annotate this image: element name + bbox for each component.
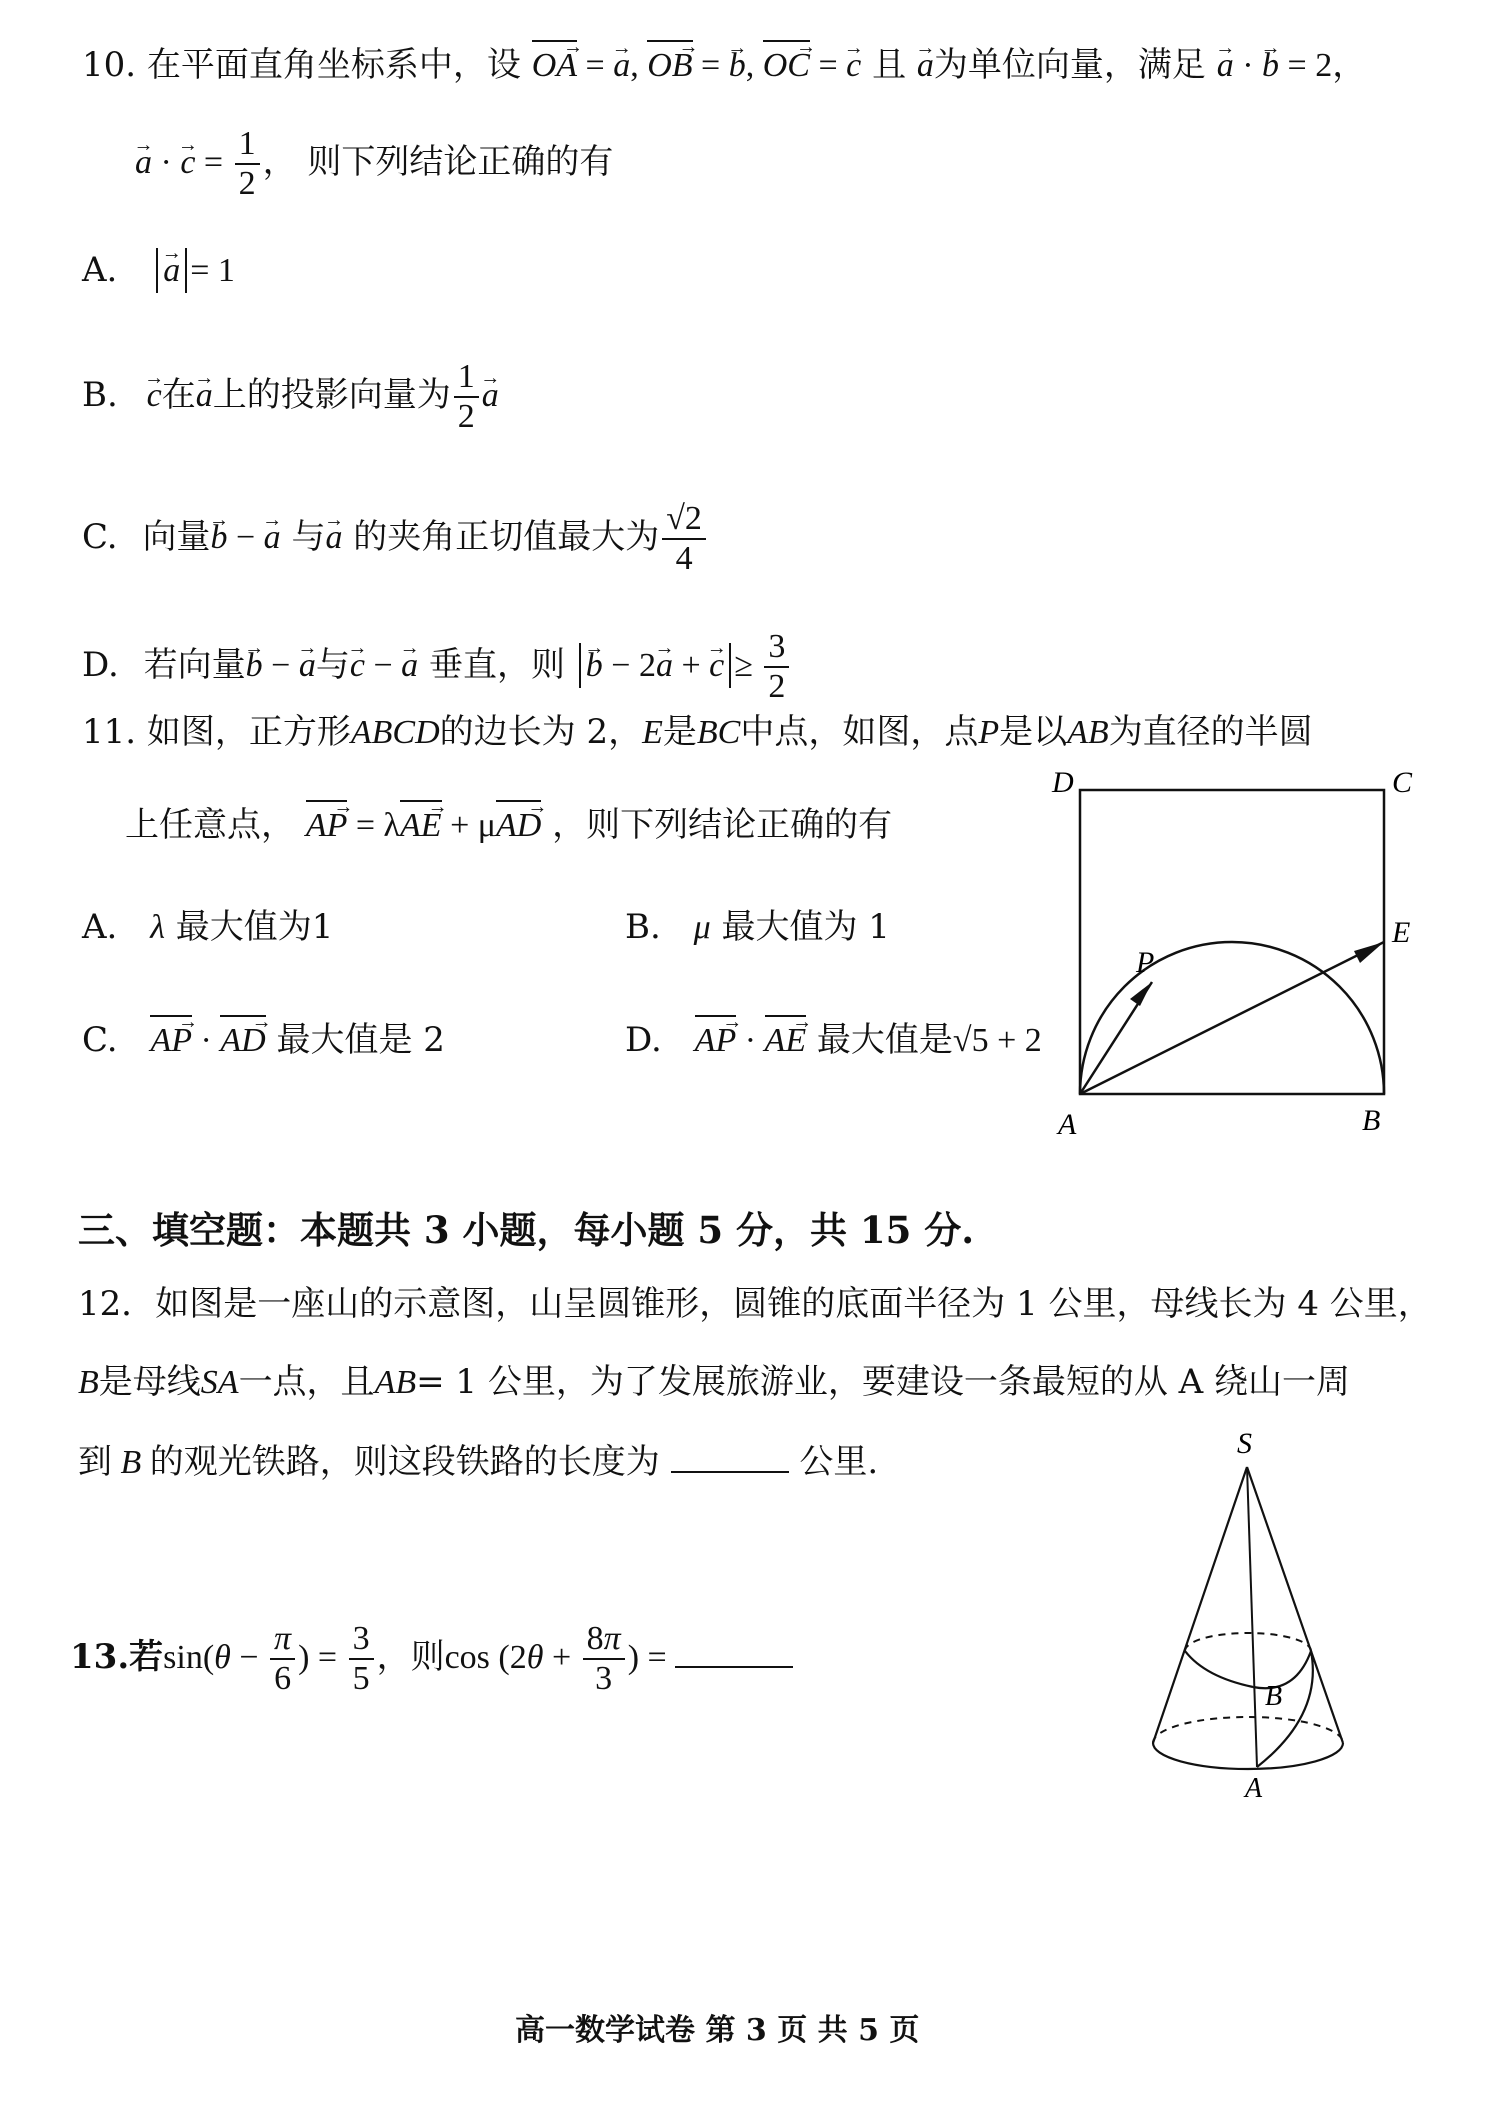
upper-ring-back — [1185, 1633, 1311, 1651]
q13-answer-blank[interactable] — [675, 1636, 793, 1668]
label-a: A — [1058, 1108, 1077, 1141]
base-front — [1153, 1743, 1343, 1769]
arrowhead-p — [1130, 982, 1152, 1006]
q10-stem-text: 在平面直角坐标系中，设 — [146, 45, 521, 85]
railway-path — [1253, 1651, 1313, 1767]
q10-number: 10. — [82, 45, 137, 85]
page-footer: 高一数学试卷 第 3 页 共 5 页 — [515, 2013, 920, 2048]
q11-option-a: A. λ 最大值为1 — [82, 907, 334, 947]
q10-option-d: D. 若向量→ b − → a与→ c − → a 垂直，则 → b − 2→ a + → c ≥ $\frac{3}{2}$ — [82, 628, 792, 706]
vector-ae — [1080, 942, 1384, 1094]
q12-line3: 到 B 的观光铁路，则这段铁路的长度为 公里. — [78, 1442, 879, 1482]
arrowhead-e — [1354, 942, 1384, 963]
q10-stem-line1: 10. 在平面直角坐标系中，设 OA → = → a, OB → = → b, OC → = → c 且 → a为单位向量，满足 → a · → b = 2， — [82, 40, 1366, 88]
q12-line2: B是母线SA一点，且AB= 1 公里，为了发展旅游业，要建设一条最短的从 A 绕山一周 — [78, 1362, 1351, 1402]
base-back — [1153, 1717, 1343, 1743]
q11-option-d: D. AP → · AE → 最大值是√5 + 2 — [625, 1015, 1042, 1063]
label-d: D — [1052, 770, 1074, 799]
label-b: B — [1362, 1104, 1381, 1137]
q10-option-a: A. → a = 1 — [82, 248, 235, 293]
upper-ring-front — [1185, 1651, 1253, 1687]
label-s: S — [1237, 1427, 1252, 1460]
cone-right-edge — [1247, 1467, 1343, 1743]
q10-option-b: B. → c在→ a上的投影向量为 $\frac{1}{2}$ → a — [82, 358, 499, 436]
q12-answer-blank[interactable] — [671, 1441, 789, 1473]
label-p: P — [1136, 946, 1155, 979]
q10-stem-line2: → a · → c = $\frac{1}{2}$ ， 则下列结论正确的有 — [135, 125, 613, 203]
q10-option-c: C. 向量→ b − → a 与→ a 的夹角正切值最大为 $\frac{√2}{4}$ — [82, 500, 709, 578]
label-b-cone: B — [1265, 1681, 1283, 1712]
label-e: E — [1392, 916, 1411, 949]
section-heading: 三、填空题：本题共 3 小题，每小题 5 分，共 15 分. — [78, 1208, 975, 1252]
label-a-cone: A — [1245, 1773, 1263, 1804]
q12-cone-figure — [1125, 1425, 1365, 1805]
generatrix-sa — [1247, 1467, 1257, 1767]
q11-stem-line1: 11. 如图，正方形ABCD的边长为 2，E是BC中点，如图，点P是以AB为直径的半圆 — [82, 712, 1313, 752]
q13-line: 13.若sin(θ − $\frac{\pi}{6}$ ) = $\frac{3}{5}$ ，则cos (2θ + $\frac{8\pi}{3}$ ) = — [70, 1620, 793, 1698]
q12-line1: 12．如图是一座山的示意图，山呈圆锥形，圆锥的底面半径为 1 公里，母线长为 4 公里， — [78, 1284, 1432, 1324]
q11-option-b: B. μ 最大值为 1 — [625, 907, 890, 947]
q11-stem-line2: 上任意点， AP → = λAE → + μAD → ，则下列结论正确的有 — [125, 800, 892, 848]
cone-left-edge — [1153, 1467, 1247, 1743]
q11-option-c: C. AP → · AD → 最大值是 2 — [82, 1015, 445, 1063]
label-c: C — [1392, 770, 1413, 799]
q11-square-figure — [1040, 770, 1420, 1150]
